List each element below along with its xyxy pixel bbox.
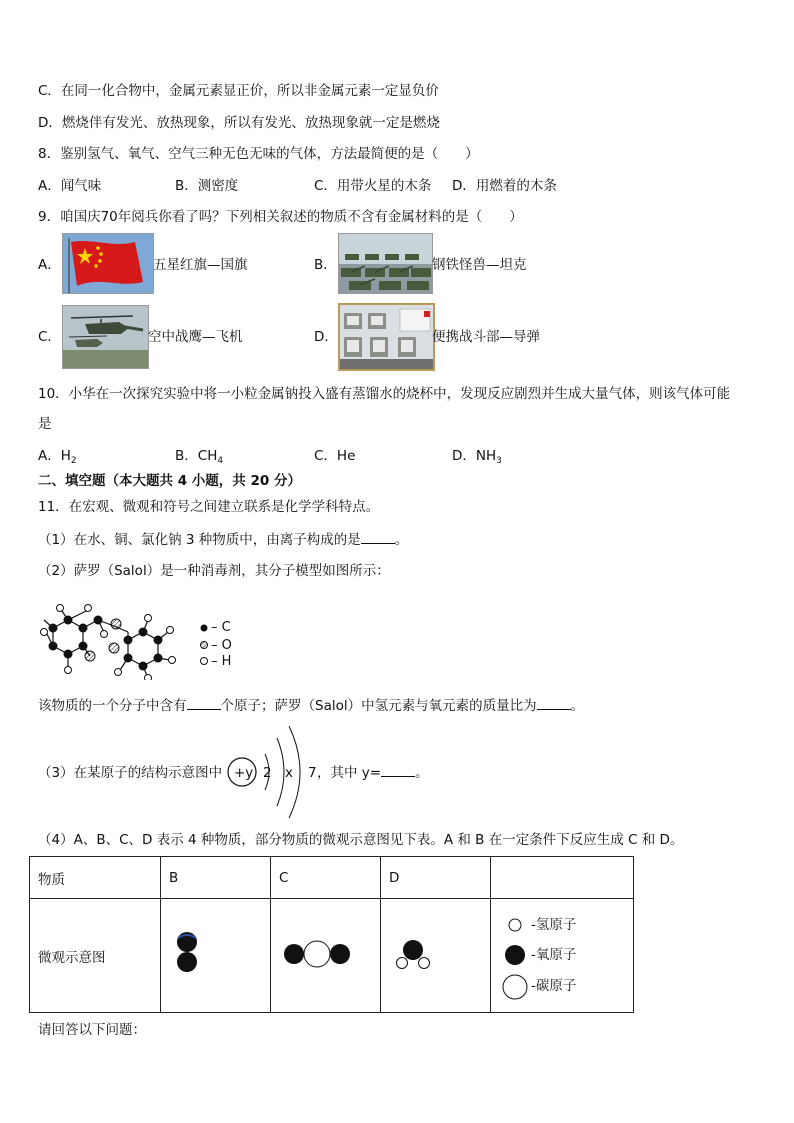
missile-image — [338, 303, 435, 371]
table-row-label: 微观示意图 — [30, 899, 161, 1013]
legend-oxygen: – O — [211, 638, 232, 653]
table-header-d: D — [381, 857, 491, 899]
legend-carbon-atom: -碳原子 — [531, 978, 577, 994]
legend-atoms — [499, 907, 533, 1007]
q11-followup: 请回答以下问题： — [38, 1022, 146, 1038]
tank-image — [338, 233, 433, 294]
legend-oxygen-atom: -氧原子 — [531, 947, 577, 963]
q9-option-d-text: 便携战斗部—导弹 — [432, 329, 540, 345]
c-molecule-co2 — [279, 934, 359, 974]
shell-2-electrons: x — [285, 765, 293, 781]
q9-option-c-text: 空中战鹰—飞机 — [148, 329, 243, 345]
q8-option-b: B．测密度 — [175, 178, 239, 194]
table-cell-b — [161, 899, 271, 1013]
table-header-c: C — [271, 857, 381, 899]
q11-stem: 11．在宏观、微观和符号之间建立联系是化学学科特点。 — [38, 499, 380, 515]
q9-option-a-label: A． — [38, 257, 61, 273]
q9-option-d-label: D． — [314, 329, 338, 345]
q11-part2-question: 该物质的一个分子中含有 个原子；萨罗（Salol）中氢元素与氧元素的质量比为 。 — [38, 698, 585, 714]
q9-stem: 9．咱国庆70年阅兵你看了吗？下列相关叙述的物质不含有金属材料的是（ ） — [38, 209, 523, 225]
table-header-substance: 物质 — [30, 857, 161, 899]
q11-part3-text: （3）在某原子的结构示意图中 — [38, 765, 223, 781]
helicopter-image — [62, 305, 149, 369]
micro-diagram-table — [29, 856, 634, 1013]
q10-option-c: C．He — [314, 448, 356, 464]
flag-image — [62, 233, 154, 294]
q8-option-a: A．闻气味 — [38, 178, 102, 194]
q9-option-c-label: C． — [38, 329, 61, 345]
nucleus-charge: +y — [234, 765, 254, 781]
section-2-title: 二、填空题（本大题共 4 小题，共 20 分） — [38, 473, 301, 489]
q9-option-b-text: 钢铁怪兽—坦克 — [432, 257, 527, 273]
salol-molecule-model — [38, 600, 238, 680]
q7-option-d: D．燃烧伴有发光、放热现象，所以有发光、放热现象就一定是燃烧 — [38, 115, 440, 131]
shell-1-electrons: 2 — [263, 765, 272, 781]
q10-stem-line2: 是 — [38, 416, 52, 432]
q8-option-c: C．用带火星的木条 — [314, 178, 432, 194]
q10-option-a: A．$H_2$ — [38, 448, 77, 466]
legend-carbon: – C — [211, 620, 231, 635]
table-header-legend — [491, 857, 634, 899]
b-molecule-o2 — [169, 924, 209, 984]
q11-part3-question: ，其中 y= 。 — [317, 765, 429, 781]
d-molecule-h2o — [389, 932, 439, 976]
table-cell-c — [271, 899, 381, 1013]
q8-option-d: D．用燃着的木条 — [452, 178, 557, 194]
q8-stem: 8．鉴别氢气、氧气、空气三种无色无味的气体，方法最简便的是（ ） — [38, 146, 479, 162]
q10-option-d: D．$NH_3$ — [452, 448, 502, 466]
q9-option-b-label: B． — [314, 257, 337, 273]
q7-option-c: C．在同一化合物中，金属元素显正价，所以非金属元素一定显负价 — [38, 83, 439, 99]
q11-part2: （2）萨罗（Salol）是一种消毒剂，其分子模型如图所示： — [38, 563, 390, 579]
q11-part4: （4）A、B、C、D 表示 4 种物质，部分物质的微观示意图见下表。A 和 B 在一定条件下反应生成 C 和 D。 — [38, 832, 684, 848]
q11-part1: （1）在水、铜、氯化钠 3 种物质中，由离子构成的是 。 — [38, 532, 409, 548]
q10-option-b: B．$CH_4$ — [175, 448, 224, 466]
q9-option-a-text: 五星红旗—国旗 — [153, 257, 248, 273]
table-header-b: B — [161, 857, 271, 899]
q10-stem-line1: 10．小华在一次探究实验中将一小粒金属钠投入盛有蒸馏水的烧杯中，发现反应剧烈并生成大量气体，则该气体可能 — [38, 386, 731, 402]
shell-3-electrons: 7 — [308, 765, 317, 781]
legend-hydrogen: – H — [211, 654, 232, 669]
table-cell-legend — [491, 899, 634, 1013]
table-cell-d — [381, 899, 491, 1013]
legend-hydrogen-atom: -氢原子 — [531, 917, 577, 933]
